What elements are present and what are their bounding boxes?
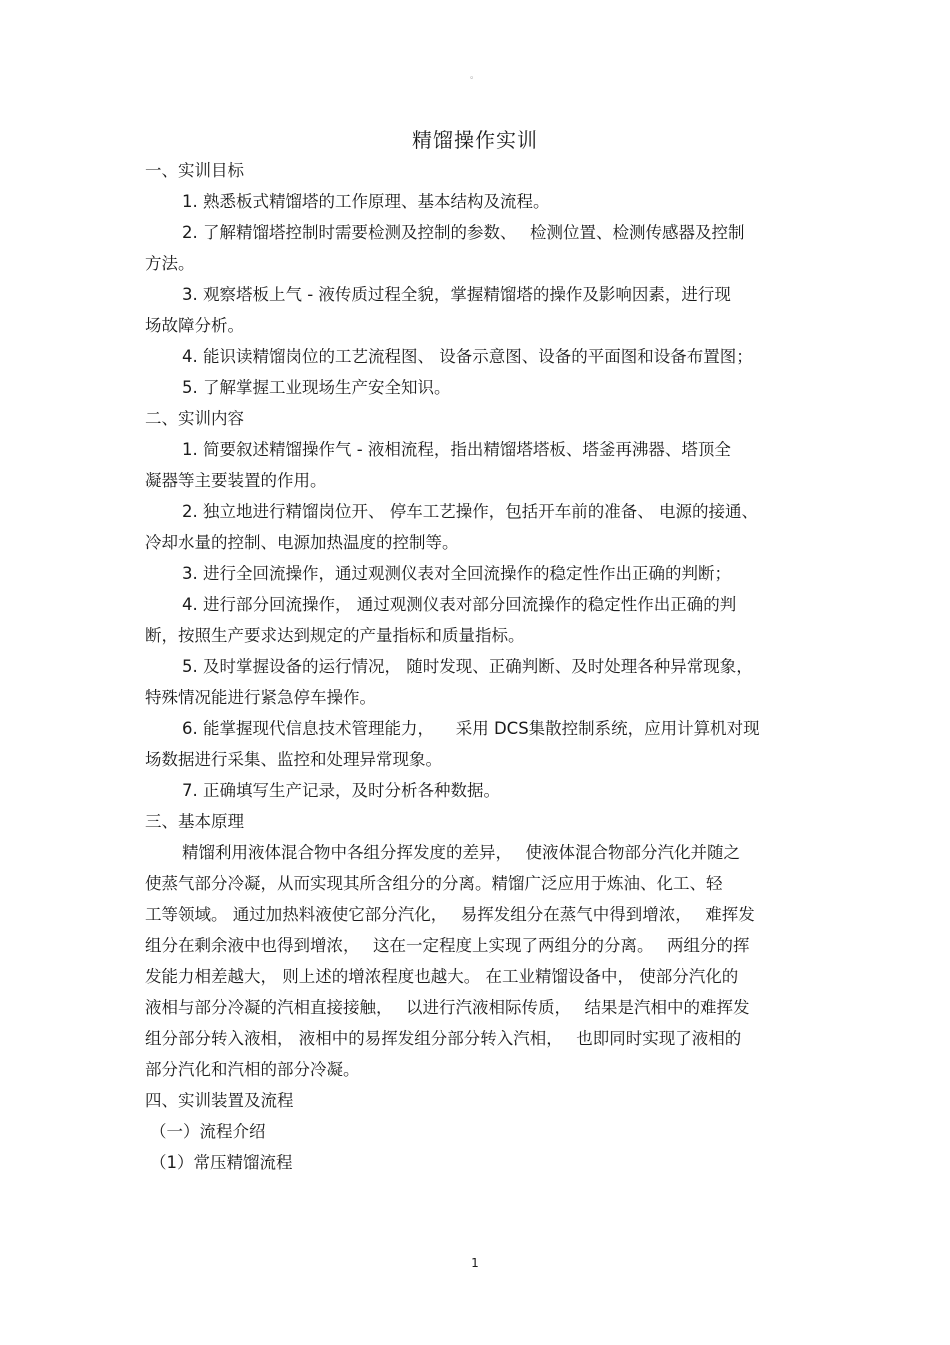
section-heading-4: 四、实训装置及流程 <box>145 1091 294 1110</box>
text-line: 场数据进行采集、监控和处理异常现象。 <box>145 750 442 769</box>
page-number: 1 <box>471 1256 479 1270</box>
text-line: 工等领域。 通过加热料液使它部分汽化， 易挥发组分在蒸气中得到增浓， 难挥发 <box>145 905 755 924</box>
text-line: 组分在剩余液中也得到增浓， 这在一定程度上实现了两组分的分离。 两组分的挥 <box>145 936 750 955</box>
text-line: 3. 观察塔板上气 - 液传质过程全貌，掌握精馏塔的操作及影响因素，进行现 <box>182 285 731 304</box>
text-line: 7. 正确填写生产记录，及时分析各种数据。 <box>182 781 500 800</box>
text-line: 1. 简要叙述精馏操作气 - 液相流程，指出精馏塔塔板、塔釜再沸器、塔顶全 <box>182 440 731 459</box>
subsection-heading: （一）流程介绍 <box>150 1122 266 1141</box>
text-line: 使蒸气部分冷凝，从而实现其所含组分的分离。精馏广泛应用于炼油、化工、轻 <box>145 874 723 893</box>
page-title: 精馏操作实训 <box>412 128 538 152</box>
text-line: 2. 了解精馏塔控制时需要检测及控制的参数、 检测位置、检测传感器及控制 <box>182 223 745 242</box>
text-line: 2. 独立地进行精馏岗位开、 停车工艺操作，包括开车前的准备、 电源的接通、 <box>182 502 758 521</box>
text-line: 5. 了解掌握工业现场生产安全知识。 <box>182 378 451 397</box>
section-heading-3: 三、基本原理 <box>145 812 244 831</box>
text-line: 场故障分析。 <box>145 316 244 335</box>
text-line: 特殊情况能进行紧急停车操作。 <box>145 688 376 707</box>
text-line: 发能力相差越大， 则上述的增浓程度也越大。 在工业精馏设备中， 使部分汽化的 <box>145 967 739 986</box>
text-line: 1. 熟悉板式精馏塔的工作原理、基本结构及流程。 <box>182 192 550 211</box>
header-mark: 。 <box>470 71 480 81</box>
text-line: 5. 及时掌握设备的运行情况， 随时发现、正确判断、及时处理各种异常现象， <box>182 657 753 676</box>
text-line: 3. 进行全回流操作，通过观测仪表对全回流操作的稳定性作出正确的判断； <box>182 564 731 583</box>
text-line: 6. 能掌握现代信息技术管理能力， 采用 DCS集散控制系统，应用计算机对现 <box>182 719 760 738</box>
text-line: 液相与部分冷凝的汽相直接接触， 以进行汽液相际传质， 结果是汽相中的难挥发 <box>145 998 750 1017</box>
section-heading-1: 一、实训目标 <box>145 161 244 180</box>
subsection-heading: （1）常压精馏流程 <box>150 1153 293 1172</box>
text-line: 方法。 <box>145 254 195 273</box>
text-line: 冷却水量的控制、电源加热温度的控制等。 <box>145 533 459 552</box>
text-line: 精馏利用液体混合物中各组分挥发度的差异， 使液体混合物部分汽化并随之 <box>182 843 740 862</box>
section-heading-2: 二、实训内容 <box>145 409 244 428</box>
text-line: 凝器等主要装置的作用。 <box>145 471 327 490</box>
document-body <box>145 160 807 1183</box>
text-line: 断，按照生产要求达到规定的产量指标和质量指标。 <box>145 626 525 645</box>
text-line: 组分部分转入液相， 液相中的易挥发组分部分转入汽相， 也即同时实现了液相的 <box>145 1029 742 1048</box>
text-line: 部分汽化和汽相的部分冷凝。 <box>145 1060 360 1079</box>
text-line: 4. 进行部分回流操作， 通过观测仪表对部分回流操作的稳定性作出正确的判 <box>182 595 737 614</box>
text-line: 4. 能识读精馏岗位的工艺流程图、 设备示意图、设备的平面图和设备布置图； <box>182 347 753 366</box>
